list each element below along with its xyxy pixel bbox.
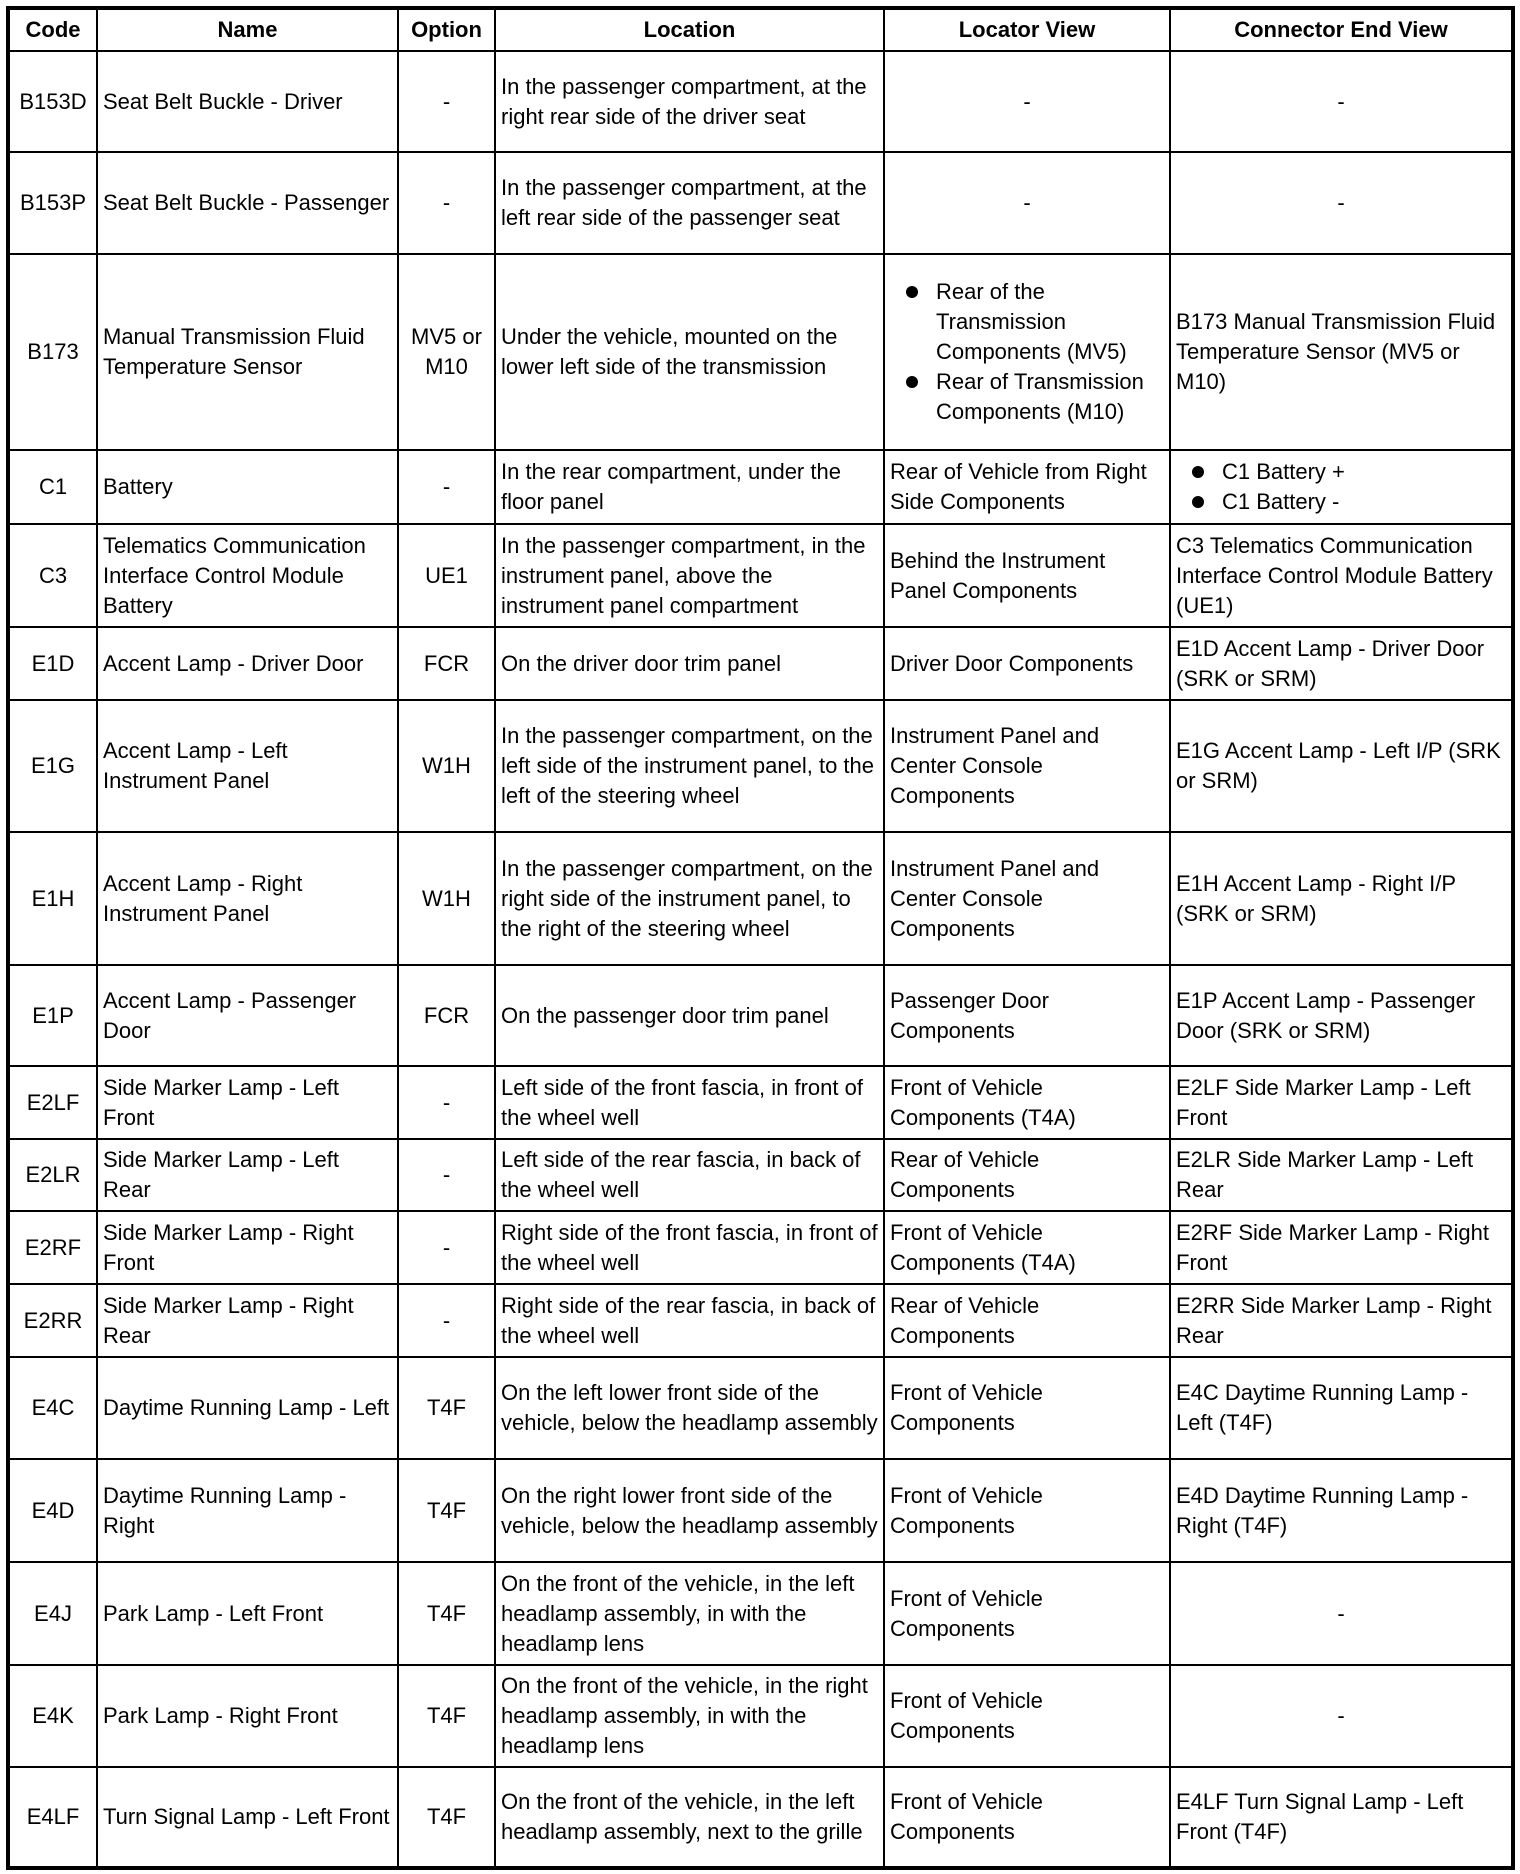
header-code: Code [8,8,97,51]
cell-option: - [398,1066,495,1139]
cell-option: W1H [398,832,495,965]
cell-location: On the front of the vehicle, in the left headlamp assembly, in with the headlamp lens [495,1562,884,1665]
cell-name: Manual Transmission Fluid Temperature Sensor [97,254,398,450]
cell-connector: E4D Daytime Running Lamp - Right (T4F) [1170,1459,1513,1562]
table-row [8,152,1513,254]
cell-connector: E1P Accent Lamp - Passenger Door (SRK or SRM) [1170,965,1513,1066]
table-row [8,1459,1513,1562]
table-row [8,1665,1513,1767]
cell-connector: - [1170,152,1513,254]
component-locator-table [6,6,1515,1870]
cell-locator: Instrument Panel and Center Console Components [884,700,1170,832]
cell-locator: Front of Vehicle Components (T4A) [884,1066,1170,1139]
cell-locator: Front of Vehicle Components [884,1357,1170,1459]
cell-location: On the left lower front side of the vehicle, below the headlamp assembly [495,1357,884,1459]
cell-option: T4F [398,1562,495,1665]
cell-code: E2RR [8,1284,97,1357]
cell-code: E4D [8,1459,97,1562]
cell-name: Side Marker Lamp - Left Rear [97,1139,398,1211]
cell-location: In the passenger compartment, at the left rear side of the passenger seat [495,152,884,254]
table-row [8,254,1513,450]
cell-option: - [398,1139,495,1211]
cell-locator: Front of Vehicle Components [884,1767,1170,1868]
cell-name: Side Marker Lamp - Right Front [97,1211,398,1284]
cell-location: In the passenger compartment, in the instrument panel, above the instrument panel compartment [495,524,884,627]
cell-locator: - [884,51,1170,152]
cell-code: E4C [8,1357,97,1459]
cell-code: E1D [8,627,97,700]
cell-code: E2LF [8,1066,97,1139]
cell-locator: Rear of Vehicle Components [884,1284,1170,1357]
table-row [8,1357,1513,1459]
cell-locator [884,254,1170,450]
cell-name: Accent Lamp - Driver Door [97,627,398,700]
cell-connector: E2RF Side Marker Lamp - Right Front [1170,1211,1513,1284]
cell-locator: - [884,152,1170,254]
cell-name: Side Marker Lamp - Left Front [97,1066,398,1139]
bullet-item: Rear of Transmission Components (M10) [936,367,1164,427]
cell-option: - [398,51,495,152]
cell-locator: Front of Vehicle Components [884,1562,1170,1665]
cell-connector: - [1170,1665,1513,1767]
cell-location: Left side of the rear fascia, in back of the wheel well [495,1139,884,1211]
table-row [8,965,1513,1066]
cell-name: Seat Belt Buckle - Driver [97,51,398,152]
cell-code: B153D [8,51,97,152]
table-row [8,832,1513,965]
cell-code: E1P [8,965,97,1066]
cell-code: E4K [8,1665,97,1767]
cell-location: In the passenger compartment, on the right side of the instrument panel, to the right of the steering wheel [495,832,884,965]
cell-name: Park Lamp - Right Front [97,1665,398,1767]
table-row [8,450,1513,524]
header-locator-view: Locator View [884,8,1170,51]
table-row [8,1066,1513,1139]
table-header-row [8,8,1513,51]
cell-name: Telematics Communication Interface Control Module Battery [97,524,398,627]
cell-option: T4F [398,1665,495,1767]
table-row [8,1284,1513,1357]
cell-option: FCR [398,627,495,700]
cell-connector: E1H Accent Lamp - Right I/P (SRK or SRM) [1170,832,1513,965]
cell-connector: E4LF Turn Signal Lamp - Left Front (T4F) [1170,1767,1513,1868]
cell-connector [1170,450,1513,524]
cell-connector: - [1170,51,1513,152]
cell-locator: Instrument Panel and Center Console Components [884,832,1170,965]
cell-option: FCR [398,965,495,1066]
cell-code: B153P [8,152,97,254]
cell-name: Accent Lamp - Passenger Door [97,965,398,1066]
table-row [8,1562,1513,1665]
cell-connector: E1G Accent Lamp - Left I/P (SRK or SRM) [1170,700,1513,832]
cell-code: C3 [8,524,97,627]
cell-location: Under the vehicle, mounted on the lower left side of the transmission [495,254,884,450]
cell-option: - [398,152,495,254]
table-row [8,627,1513,700]
cell-code: C1 [8,450,97,524]
table-row [8,700,1513,832]
cell-name: Daytime Running Lamp - Right [97,1459,398,1562]
cell-connector: E2LF Side Marker Lamp - Left Front [1170,1066,1513,1139]
cell-connector: E4C Daytime Running Lamp - Left (T4F) [1170,1357,1513,1459]
header-name: Name [97,8,398,51]
cell-option: T4F [398,1357,495,1459]
cell-locator: Front of Vehicle Components [884,1665,1170,1767]
cell-name: Side Marker Lamp - Right Rear [97,1284,398,1357]
cell-locator: Front of Vehicle Components [884,1459,1170,1562]
table-row [8,1767,1513,1868]
cell-code: E1G [8,700,97,832]
cell-name: Accent Lamp - Left Instrument Panel [97,700,398,832]
table-row [8,524,1513,627]
cell-option: T4F [398,1459,495,1562]
cell-code: E2LR [8,1139,97,1211]
bullet-item: Rear of the Transmission Components (MV5) [936,277,1164,367]
cell-location: Right side of the front fascia, in front of the wheel well [495,1211,884,1284]
cell-location: In the rear compartment, under the floor panel [495,450,884,524]
cell-code: E4J [8,1562,97,1665]
cell-locator: Behind the Instrument Panel Components [884,524,1170,627]
cell-connector: B173 Manual Transmission Fluid Temperature Sensor (MV5 or M10) [1170,254,1513,450]
table-row [8,1211,1513,1284]
cell-connector: E1D Accent Lamp - Driver Door (SRK or SRM) [1170,627,1513,700]
cell-location: In the passenger compartment, at the right rear side of the driver seat [495,51,884,152]
cell-option: MV5 or M10 [398,254,495,450]
cell-name: Park Lamp - Left Front [97,1562,398,1665]
cell-location: On the passenger door trim panel [495,965,884,1066]
cell-option: - [398,1284,495,1357]
cell-option: W1H [398,700,495,832]
cell-location: On the front of the vehicle, in the left headlamp assembly, next to the grille [495,1767,884,1868]
bullet-item: C1 Battery + [1222,457,1506,487]
cell-name: Battery [97,450,398,524]
bullet-item: C1 Battery - [1222,487,1506,517]
cell-name: Seat Belt Buckle - Passenger [97,152,398,254]
cell-locator: Front of Vehicle Components (T4A) [884,1211,1170,1284]
cell-option: - [398,450,495,524]
header-option: Option [398,8,495,51]
cell-location: On the driver door trim panel [495,627,884,700]
cell-connector: - [1170,1562,1513,1665]
cell-code: E1H [8,832,97,965]
cell-option: - [398,1211,495,1284]
cell-name: Daytime Running Lamp - Left [97,1357,398,1459]
cell-locator: Rear of Vehicle from Right Side Components [884,450,1170,524]
cell-locator: Driver Door Components [884,627,1170,700]
cell-locator: Passenger Door Components [884,965,1170,1066]
cell-locator: Rear of Vehicle Components [884,1139,1170,1211]
cell-location: On the right lower front side of the vehicle, below the headlamp assembly [495,1459,884,1562]
cell-location: Left side of the front fascia, in front of the wheel well [495,1066,884,1139]
cell-location: On the front of the vehicle, in the right headlamp assembly, in with the headlamp lens [495,1665,884,1767]
cell-name: Accent Lamp - Right Instrument Panel [97,832,398,965]
cell-connector: E2LR Side Marker Lamp - Left Rear [1170,1139,1513,1211]
cell-code: B173 [8,254,97,450]
header-connector-end-view: Connector End View [1170,8,1513,51]
cell-option: T4F [398,1767,495,1868]
cell-connector: C3 Telematics Communication Interface Control Module Battery (UE1) [1170,524,1513,627]
table-row [8,1139,1513,1211]
cell-option: UE1 [398,524,495,627]
cell-location: In the passenger compartment, on the left side of the instrument panel, to the left of the steering wheel [495,700,884,832]
cell-name: Turn Signal Lamp - Left Front [97,1767,398,1868]
cell-code: E2RF [8,1211,97,1284]
table-row [8,51,1513,152]
cell-code: E4LF [8,1767,97,1868]
cell-location: Right side of the rear fascia, in back of the wheel well [495,1284,884,1357]
cell-connector: E2RR Side Marker Lamp - Right Rear [1170,1284,1513,1357]
header-location: Location [495,8,884,51]
